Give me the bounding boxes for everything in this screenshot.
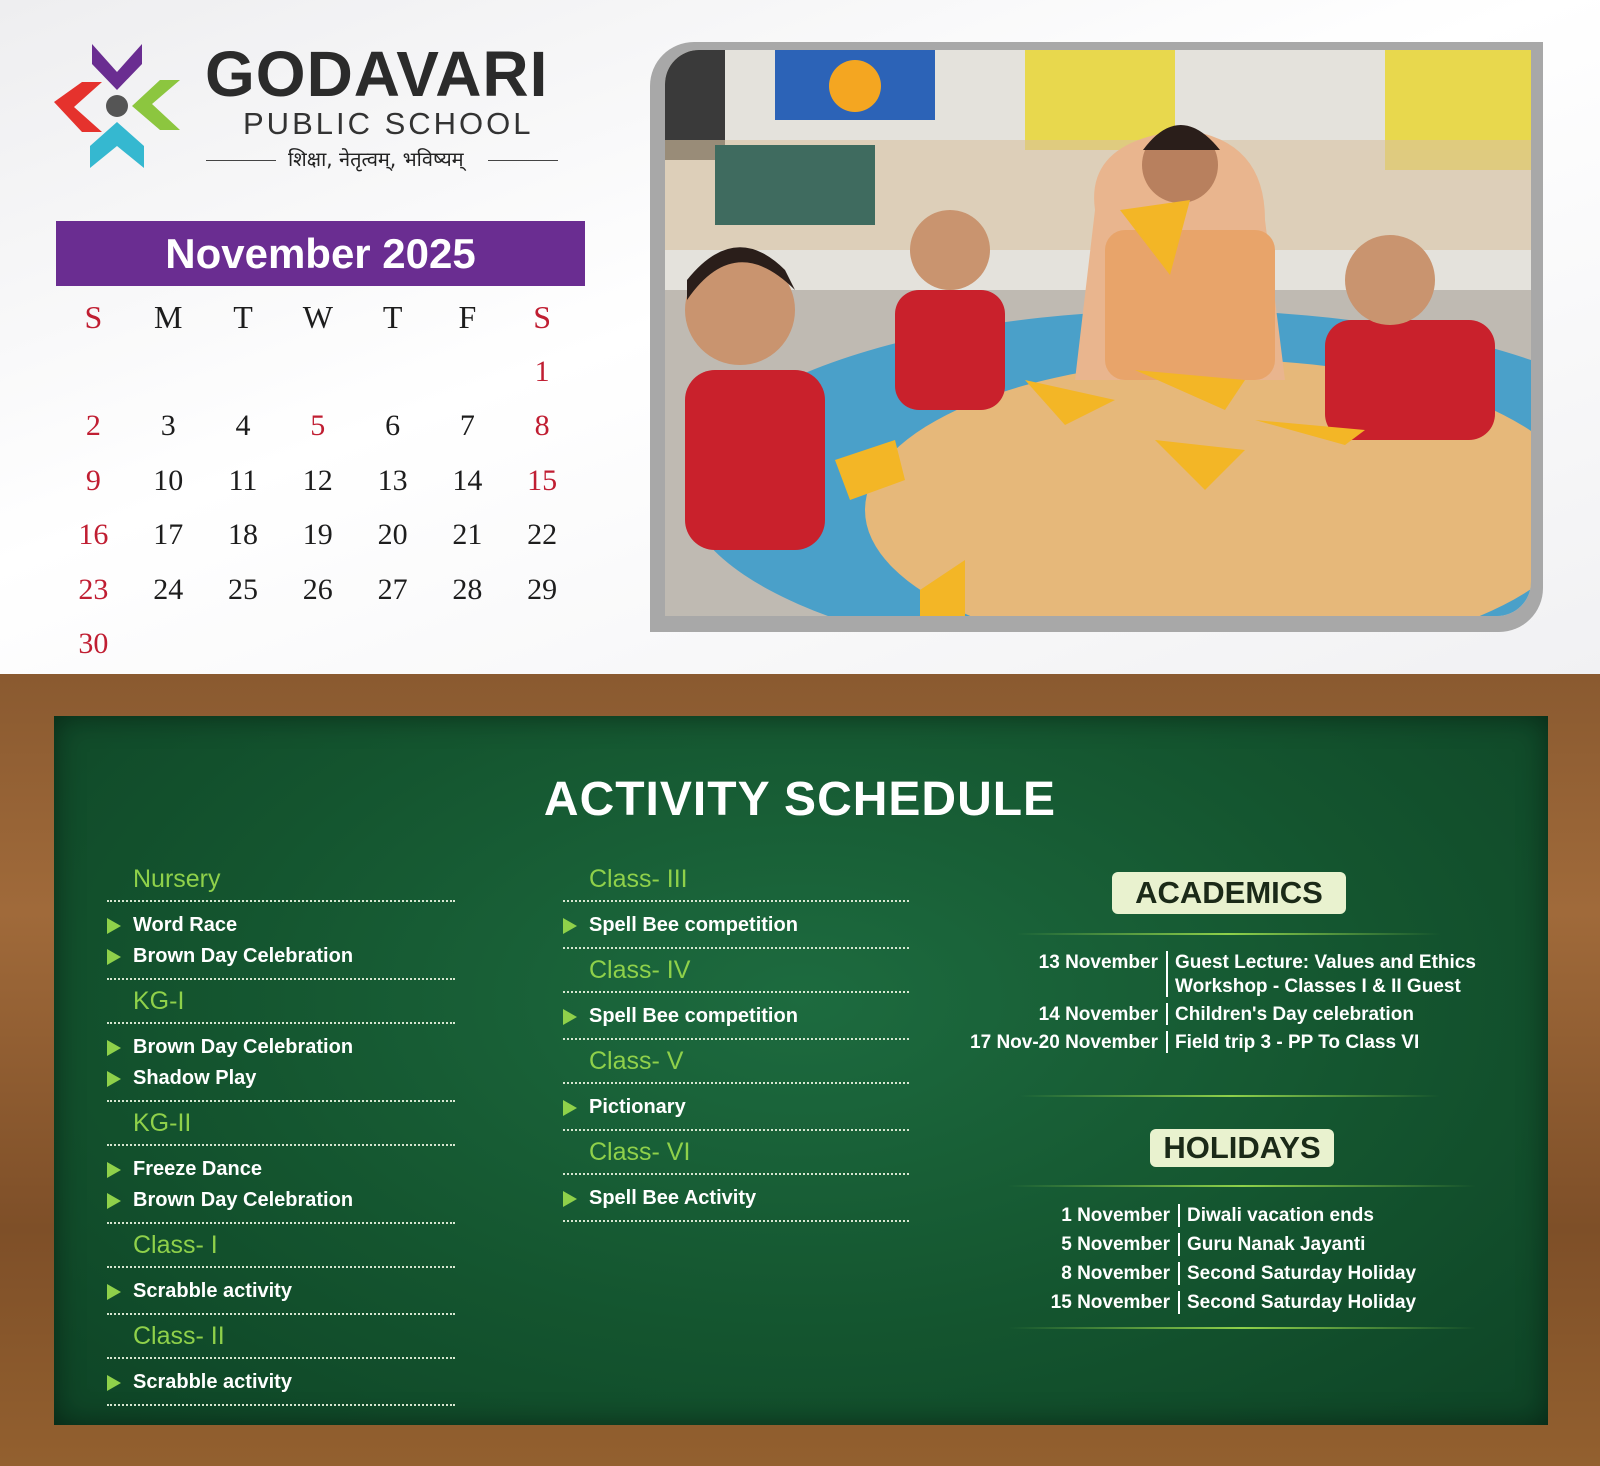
event-date: 13 November: [1038, 952, 1158, 973]
calendar-day: 29: [527, 572, 558, 606]
school-motto: शिक्षा, नेतृत्वम्, भविष्यम्: [288, 147, 464, 171]
calendar-day: 26: [302, 572, 333, 606]
calendar-day: 4: [235, 409, 251, 443]
class-heading: Class- V: [589, 1047, 684, 1075]
activity-item: [563, 1001, 909, 1032]
calendar-day: 18: [227, 518, 258, 552]
event-divider: [1178, 1262, 1180, 1285]
bullet-triangle-icon: [107, 949, 121, 965]
academics-rule-top: [1016, 933, 1440, 935]
event-divider: [1178, 1291, 1180, 1314]
calendar-day: 5: [310, 409, 326, 443]
calendar-day: 7: [459, 409, 475, 443]
dotted-divider: [107, 1022, 455, 1024]
class-heading: Class- II: [133, 1322, 225, 1350]
activity-item: [563, 910, 909, 941]
calendar-week-row: [56, 399, 580, 454]
calendar-day: 12: [302, 463, 333, 497]
event-date: 1 November: [1061, 1205, 1170, 1226]
dotted-divider: [107, 900, 455, 902]
activity-label: Spell Bee Activity: [589, 1187, 757, 1209]
calendar-day: 28: [452, 572, 483, 606]
schedule-column-1: [107, 864, 455, 1412]
calendar-day: 11: [228, 463, 258, 497]
event-text: Guest Lecture: Values and Ethics: [1175, 952, 1476, 973]
activity-schedule-title: ACTIVITY SCHEDULE: [543, 773, 1057, 826]
calendar-day: 15: [527, 463, 558, 497]
dotted-divider: [107, 1100, 455, 1102]
dotted-divider: [563, 1129, 909, 1131]
activity-label: Brown Day Celebration: [133, 1189, 354, 1211]
school-name: GODAVARI: [205, 38, 549, 110]
dotted-divider: [563, 1220, 909, 1222]
calendar-day: 22: [527, 518, 558, 552]
bullet-triangle-icon: [107, 1284, 121, 1300]
bullet-triangle-icon: [107, 1040, 121, 1056]
activity-label: Scrabble activity: [133, 1280, 292, 1302]
event-date: 8 November: [1061, 1263, 1170, 1284]
activity-item: [107, 1185, 455, 1216]
class-heading: Class- I: [133, 1231, 218, 1259]
activity-label: Brown Day Celebration: [133, 1036, 354, 1058]
class-heading: KG-II: [133, 1109, 192, 1137]
weekday-label: W: [302, 298, 333, 335]
weekday-label: T: [382, 298, 403, 335]
calendar-day: 17: [153, 518, 184, 552]
event-text: Field trip 3 - PP To Class VI: [1175, 1032, 1420, 1053]
dotted-divider: [107, 1144, 455, 1146]
calendar-week-row: [56, 508, 580, 563]
weekday-label: S: [533, 298, 552, 335]
activity-item: [107, 1367, 455, 1398]
activity-item: [107, 1276, 455, 1307]
activity-label: Pictionary: [589, 1096, 686, 1118]
calendar-grid: [56, 290, 580, 672]
dotted-divider: [107, 1266, 455, 1268]
calendar-day: 14: [452, 463, 483, 497]
school-subtitle: PUBLIC SCHOOL: [243, 106, 534, 141]
activity-label: Freeze Dance: [133, 1158, 262, 1180]
bullet-triangle-icon: [107, 1193, 121, 1209]
event-date: 15 November: [1050, 1292, 1170, 1313]
holidays-label: HOLIDAYS: [1150, 1129, 1334, 1167]
activity-item: [107, 1154, 455, 1185]
calendar-day: 6: [385, 409, 401, 443]
calendar-day: 23: [78, 572, 109, 606]
academics-label: ACADEMICS: [1112, 872, 1346, 914]
weekday-label: T: [233, 298, 253, 335]
event-text: Second Saturday Holiday: [1187, 1263, 1417, 1284]
calendar-week-row: [56, 563, 580, 618]
event-text: Diwali vacation ends: [1187, 1205, 1374, 1226]
bullet-triangle-icon: [563, 1100, 577, 1116]
weekday-label: S: [84, 298, 103, 335]
schedule-column-2: [563, 864, 909, 1228]
activity-label: Scrabble activity: [133, 1371, 292, 1393]
event-text: Workshop - Classes I & II Guest: [1175, 976, 1461, 997]
event-date: 14 November: [1038, 1004, 1158, 1025]
activity-item: [107, 1032, 455, 1063]
calendar-week-row: [56, 345, 580, 400]
calendar-day: 9: [85, 463, 101, 497]
calendar-day: 3: [160, 409, 176, 443]
bullet-triangle-icon: [107, 918, 121, 934]
bullet-triangle-icon: [563, 1191, 577, 1207]
calendar-day: 2: [85, 409, 101, 443]
school-logo-icon: [52, 42, 182, 172]
dotted-divider: [563, 947, 909, 949]
event-text: Children's Day celebration: [1175, 1004, 1414, 1025]
bullet-triangle-icon: [107, 1375, 121, 1391]
calendar-day: 30: [78, 627, 109, 661]
calendar-day: 24: [153, 572, 184, 606]
calendar-day: 10: [153, 463, 184, 497]
calendar-day: 1: [534, 354, 550, 388]
calendar-day: 16: [78, 518, 109, 552]
holidays-rule-top: [1008, 1185, 1476, 1187]
activity-item: [563, 1183, 909, 1214]
activity-label: Spell Bee competition: [589, 914, 798, 936]
bullet-triangle-icon: [107, 1162, 121, 1178]
dotted-divider: [563, 1038, 909, 1040]
activity-label: Word Race: [133, 914, 238, 936]
activity-label: Spell Bee competition: [589, 1005, 798, 1027]
dotted-divider: [563, 1082, 909, 1084]
dotted-divider: [563, 991, 909, 993]
bullet-triangle-icon: [563, 1009, 577, 1025]
activity-item: [107, 1063, 455, 1094]
event-divider: [1178, 1204, 1180, 1227]
class-heading: Class- IV: [589, 956, 691, 984]
calendar-day: 13: [377, 463, 408, 497]
event-text: Guru Nanak Jayanti: [1187, 1234, 1366, 1255]
calendar-day: 20: [377, 518, 408, 552]
calendar-weekday-row: [56, 290, 580, 345]
dotted-divider: [563, 1173, 909, 1175]
event-divider: [1166, 1003, 1168, 1025]
dotted-divider: [107, 1357, 455, 1359]
event-divider: [1178, 1233, 1180, 1256]
event-divider: [1166, 1031, 1168, 1053]
dotted-divider: [107, 1404, 455, 1406]
calendar-day: 21: [452, 518, 483, 552]
academics-rule-bottom: [1020, 1095, 1440, 1097]
activity-label: Brown Day Celebration: [133, 945, 354, 967]
motto-divider-left: [206, 160, 276, 161]
activity-item: [563, 1092, 909, 1123]
classroom-photo: [665, 50, 1531, 616]
class-heading: Class- III: [589, 865, 688, 893]
dotted-divider: [563, 900, 909, 902]
holidays-rule-bottom: [1008, 1327, 1476, 1329]
calendar-day: 19: [302, 518, 333, 552]
dotted-divider: [107, 978, 455, 980]
calendar-week-row: [56, 617, 580, 672]
motto-divider-right: [488, 160, 558, 161]
calendar-day: 25: [227, 572, 258, 606]
event-divider: [1166, 951, 1168, 997]
activity-label: Shadow Play: [133, 1067, 257, 1089]
class-heading: Nursery: [133, 865, 221, 893]
event-date: 17 Nov-20 November: [970, 1032, 1158, 1053]
calendar-day: 8: [534, 409, 550, 443]
class-heading: Class- VI: [589, 1138, 691, 1166]
dotted-divider: [107, 1222, 455, 1224]
calendar-month-title: November 2025: [56, 221, 585, 286]
event-date: 5 November: [1061, 1234, 1170, 1255]
calendar-day: 27: [377, 572, 408, 606]
weekday-label: M: [153, 298, 183, 335]
calendar-week-row: [56, 454, 580, 509]
class-heading: KG-I: [133, 987, 185, 1015]
dotted-divider: [107, 1313, 455, 1315]
bullet-triangle-icon: [563, 918, 577, 934]
weekday-label: F: [458, 298, 477, 335]
activity-item: [107, 941, 455, 972]
activity-item: [107, 910, 455, 941]
bullet-triangle-icon: [107, 1071, 121, 1087]
classroom-photo-icon: [665, 50, 1531, 616]
event-text: Second Saturday Holiday: [1187, 1292, 1417, 1313]
